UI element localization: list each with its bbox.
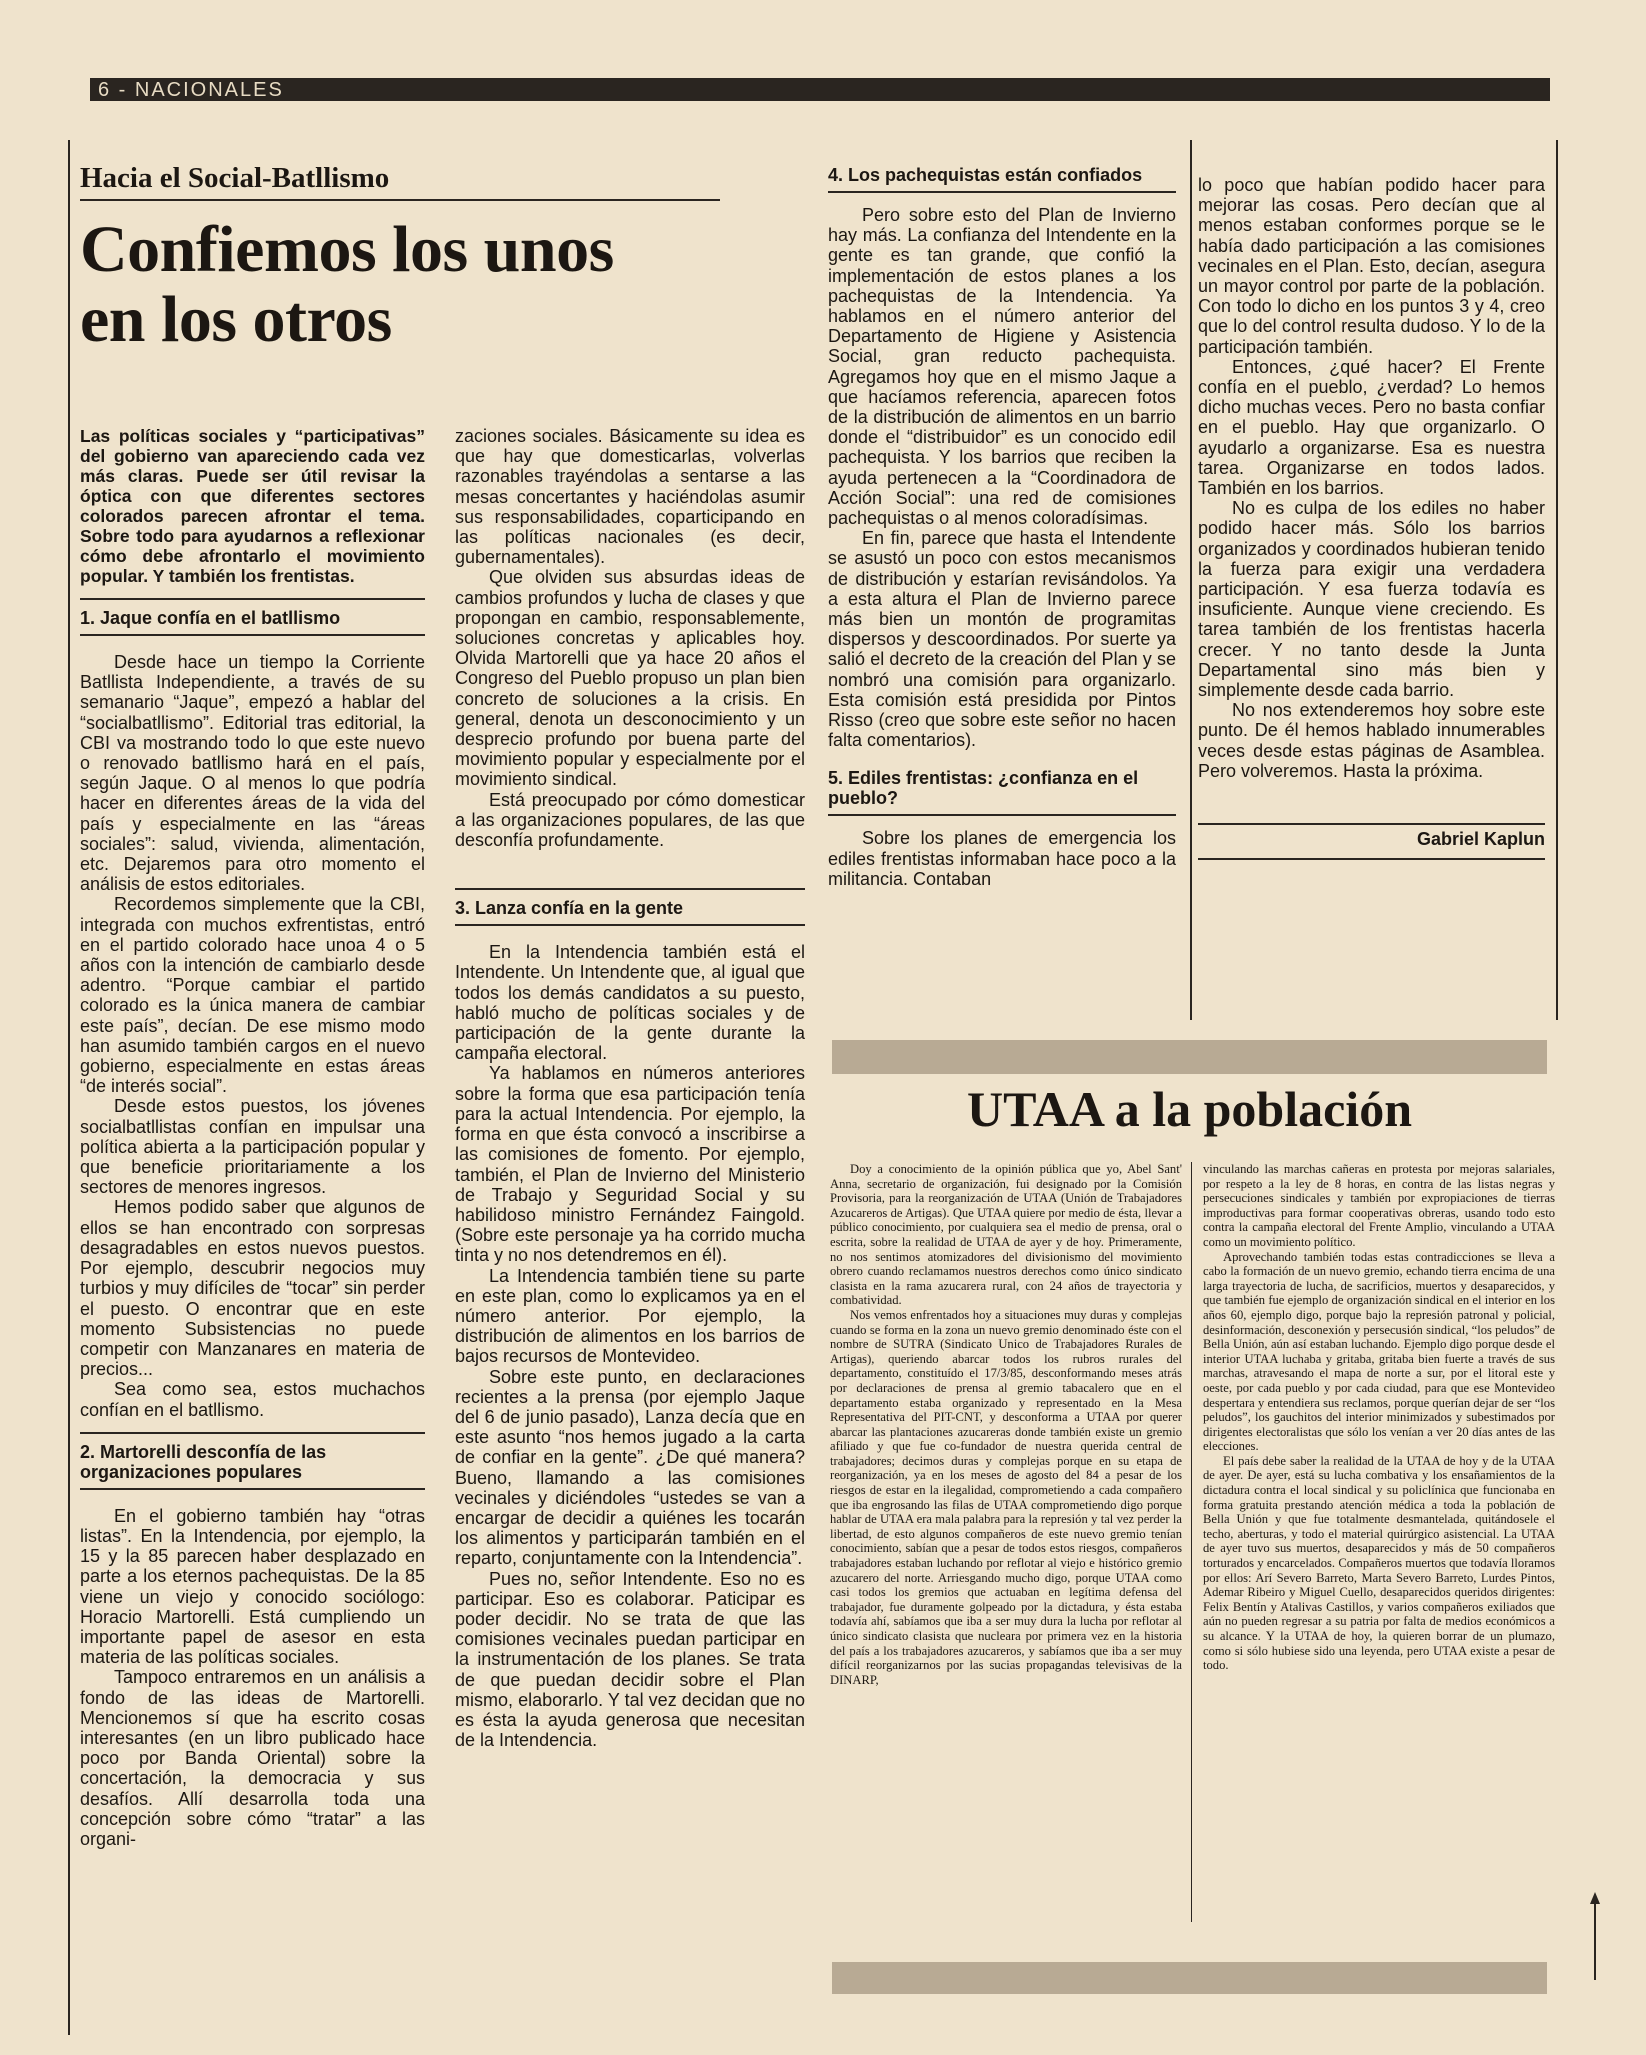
paragraph: Pero sobre esto del Plan de Invierno hay más. La confianza del Intendente en la gente es tan grande, que confió la implementación de estos planes a los pachequistas de la Intendencia. Ya hablamos en el número anterior del Departamento de Higiene y Asistencia Social, gran reducto pachequista. Agregamos hoy que en el mismo Jaque a que hacíamos referencia, aparecen fotos de la distribución de alimentos en un barrio donde el “distribuidor” es un conocido edil pachequista. Y los barrios que reciben la ayuda pertenecen a la “Coordinadora de Acción Social”: una red de comisiones pachequistas o al menos coloradísimas. [828,205,1176,529]
paragraph: vinculando las marchas cañeras en protesta por mejoras salariales, por respeto a la ley de 8 horas, en contra de las listas negras y persecuciones sindicales y también por expropiaciones de tierras improductivas para formar cooperativas obreras, usando todo esto contra la campaña electoral del Frente Amplio, vinculando a UTAA como un movimiento político. [1203,1162,1555,1249]
arrow-up-icon [1592,1892,1598,1980]
paragraph: Aprovechando también todas estas contradicciones se lleva a cabo la formación de un nuevo gremio, echando tierra encima de una larga trayectoria de lucha, de sacrificios, muertos y desaparecidos, y que también fue ejemplo de organización sindical en el interior en los años 60, ejemplo digo, porque bajo la represión patronal y policial, desinformación, desconexión y persecusión sindical, “los peludos” de Bella Unión, aún así estaban luchando. Ejemplo digo porque desde el interior UTAA luchaba y gritaba, gritaba bien fuerte a través de sus marchas, atravesando el mapa de norte a sur, por el litoral este y oeste, por cada pueblo y por cada ciudad, para que ese Montevideo despertara y entendiera sus reclamos, porque querían dejar de ser “los peludos”, los gauchitos del interior minimizados y subestimados por dirigentes electoralistas que sólo los venían a ver 20 días antes de las elecciones. [1203,1249,1555,1454]
paragraph: Doy a conocimiento de la opinión pública que yo, Abel Sant' Anna, secretario de organización, fui designado por la Comisión Provisoria, para la reorganización de UTAA (Unión de Trabajadores Azucareros de Artigas). Que UTAA quiere por medio de ésta, llevar a público conocimiento, por cualquiera sea el medio de prensa, oral o escrita, sobre la realidad de UTAA de ayer y de hoy. Primeramente, no nos sentimos atomizadores del divisionismo del movimiento obrero cuando reclamamos nuestros derechos como único sindicato clasista en la rama azucarera rural, con 24 años de trayectoria y combatividad. [830,1162,1182,1308]
utaa-column-2 [1203,1162,1555,1673]
section-5-title: 5. Ediles frentistas: ¿confianza en el pueblo? [828,768,1139,809]
paragraph: No es culpa de los ediles no haber podido hacer más. Sólo los barrios organizados y coordinados hubieran tenido la fuerza para exigir una verdadera participación. Y esa fuerza todavía es insuficiente. Aunque viene creciendo. Es tarea también de los frentistas hacerla crecer. Y no tanto desde la Junta Departamental sino más bien y simplemente desde cada barrio. [1198,498,1545,701]
section-5-body [828,828,1176,889]
headline-line-2: en los otros [80,283,392,356]
paragraph: Tampoco entraremos en un análisis a fondo de las ideas de Martorelli. Mencionemos sí que ha escrito cosas interesantes (en un libro publicado hace poco por Banda Oriental) sobre la concertación, la democracia y sus desafíos. Allí desarrolla toda una concepción sobre cómo “tratar” a las organi- [80,1667,425,1849]
paragraph: Que olviden sus absurdas ideas de cambios profundos y lucha de clases y que propongan en cambio, responsablemente, soluciones concretas y aplicables hoy. Olvida Martorelli que ya hace 20 años el Congreso del Pueblo propuso un plan bien concreto de soluciones a la crisis. En general, denota un desconocimiento y un desprecio profundo por buena parte del movimiento popular y especialmente por el movimiento sindical. [455,567,805,790]
paragraph: En la Intendencia también está el Intendente. Un Intendente que, al igual que todos los demás candidatos a su puesto, habló mucho de políticas sociales y de participación de la gente durante la campaña electoral. [455,942,805,1064]
paragraph: Sea como sea, estos muchachos confían en el batllismo. [80,1379,425,1420]
rule [455,888,805,890]
paragraph: Sobre este punto, en declaraciones recientes a la prensa (por ejemplo Jaque del 6 de junio pasado), Lanza decía que en este asunto “nos hemos jugado a la carta de confiar en la gente”. ¿De qué manera? Bueno, llamando a las comisiones vecinales y diciéndoles “ustedes se van a encargar de decidir a quiénes les tocarán los alimentos y participarán también en el reparto, conjuntamente con la Intendencia”. [455,1366,805,1569]
section-4-body [828,205,1176,750]
paragraph: Ya hablamos en números anteriores sobre la forma que esa participación tenía para la actual Intendencia. Por ejemplo, la forma en que ésta convocó a inscribirse a las comisiones de fomento. Por ejemplo, también, el Plan de Invierno del Ministerio de Trabajo y Seguridad Social y su habilidoso ministro Fernández Faingold. (Sobre este personaje ya ha corrido mucha tinta y no nos detendremos en él). [455,1063,805,1266]
headline-line-1: Confiemos los unos [80,213,614,286]
paragraph: Hemos podido saber que algunos de ellos se han encontrado con sorpresas desagradables en estos nuevos puestos. Por ejemplo, descubrir negocios muy turbios y muy difíciles de “tocar” sin perder el puesto. O encontrar que en este momento Subsistencias no puede competir con Manzanares en materia de precios... [80,1197,425,1380]
column-2 [455,426,805,1750]
section-2-title: 2. Martorelli desconfía de las organizaciones populares [80,1441,327,1482]
rule [828,814,1176,816]
utaa-headline: UTAA a la población [967,1081,1412,1137]
section-4-title: 4. Los pachequistas están confiados [828,165,1143,185]
paragraph: Sobre los planes de emergencia los ediles frentistas informaban hace poco a la militancia. Contaban [828,828,1176,889]
paragraph: Pues no, señor Intendente. Eso no es participar. Eso es colaborar. Paticipar es poder decidir. No se trata de que las comisiones vecinales puedan participar en la instrumentación de los planes. Se trata de que puedan decidir sobre el Plan mismo, elaborarlo. Y tal vez decidan que no es ésta la ayuda generosa que necesitan de la Intendencia. [455,1568,805,1751]
rule [80,634,425,636]
section-3-title: 3. Lanza confía en la gente [455,898,684,919]
column-4 [1198,175,1545,860]
column-1 [80,426,425,1849]
rule [455,924,805,926]
rule [1198,823,1545,825]
paragraph: zaciones sociales. Básicamente su idea es que hay que domesticarlas, volverlas razonables trayéndolas a sentarse a las mesas concertantes y haciéndolas asumir sus responsabilidades, coparticipando en las políticas nacionales (es decir, gubernamentales). [455,426,805,568]
column-2-body [455,426,805,850]
right-margin-rule [1556,140,1558,1020]
paragraph: El país debe saber la realidad de la UTAA de hoy y de la UTAA de ayer. De ayer, está su lucha combativa y los ensañamientos de la dictadura contra el local sindical y su policlínica que funcionaba en forma gratuita prestando atención médica a toda la población de Bella Unión y que fue totalmente desmantelada, quitándosele el techo, aberturas, y todo el material quirúrgico asistencial. La UTAA de ayer tuvo sus muertos, desaparecidos y más de 50 compañeros torturados y encarcelados. Compañeros muertos que todavía lloramos por ellos: Arí Severo Barreto, Marta Severo Barreto, Lurdes Pintos, Ademar Ribeiro y Miguel Cuello, desaparecidos queridos dirigentes: Felix Bentín y Atalivas Castillos, y varios compañeros exiliados que aún no pueden regresar a su patria por falta de medios económicos a su alcance. Y la UTAA de hoy, la quieren borrar de un plumazo, como si sólo hubiese sido una leyenda, pero UTAA existe a pesar de todo. [1203,1453,1555,1673]
utaa-column-1 [830,1162,1182,1687]
section-1-body [80,652,425,1420]
utaa-top-bar [832,1040,1547,1074]
paragraph: Entonces, ¿qué hacer? El Frente confía en el pueblo, ¿verdad? Lo hemos dicho muchas veces. Pero no basta confiar en el pueblo. Hay que organizarlo. O ayudarlo a organizarse. Esa es nuestra tarea. Organizarse en todos lados. También en los barrios. [1198,356,1545,499]
article-headline [80,215,780,355]
rule [828,191,1176,193]
column-3 [828,165,1176,889]
section-label: 6 - NACIONALES [98,79,284,101]
byline: Gabriel Kaplun [1416,829,1545,850]
left-margin-rule [68,140,70,2035]
paragraph: No nos extenderemos hoy sobre este punto. De él hemos hablado innumerables veces desde estas páginas de Asamblea. Pero volveremos. Hasta la próxima. [1198,700,1545,781]
article-kicker: Hacia el Social-Batllismo [80,162,390,194]
kicker-rule [80,199,720,201]
paragraph: En el gobierno también hay “otras listas”. En la Intendencia, por ejemplo, la 15 y la 85 parecen haber desplazado en parte a los eternos pachequistas. De la 85 viene un viejo y conocido sociólogo: Horacio Martorelli. Está cumpliendo un importante papel de asesor en esta materia de las políticas sociales. [80,1505,425,1668]
column-4-body [1198,175,1545,781]
paragraph: En fin, parece que hasta el Intendente se asustó un poco con estos mecanismos de distribución y estarían revisándolos. Ya a esta altura el Plan de Invierno parece más bien un montón de programitas dispersos y descoordinados. Por suerte ya salió el decreto de la creación del Plan y se nombró una comisión para organizarlo. Esta comisión está presidida por Pintos Risso (creo que sobre este señor no hacen falta comentarios). [828,528,1176,751]
paragraph: Está preocupado por cómo domesticar a las organizaciones populares, de las que desconfía profundamente. [455,789,805,851]
section-header-bar [90,78,1550,101]
paragraph: Recordemos simplemente que la CBI, integrada con muchos exfrentistas, entró en el partido colorado hace unoa 4 o 5 años con la intención de cambiarlo desde adentro. “Porque cambiar el partido colorado es la única manera de cambiar este país”, decían. De ese mismo modo han asumido también cargos en el nuevo gobierno, especialmente en estas áreas “de interés social”. [80,894,425,1097]
rule [80,1488,425,1490]
paragraph: lo poco que habían podido hacer para mejorar las cosas. Pero decían que al menos estaban conformes porque se le había dado participación a las comisiones vecinales en el Plan. Esto, decían, asegura un mayor control por parte de la población. Con todo lo dicho en los puntos 3 y 4, creo que lo del control resulta dudoso. Y lo de la participación también. [1198,175,1545,357]
section-2-body [80,1506,425,1849]
paragraph: La Intendencia también tiene su parte en este plan, como lo explicamos ya en el número anterior. Por ejemplo, la distribución de alimentos en los barrios de bajos recursos de Montevideo. [455,1265,805,1367]
utaa-bottom-bar [832,1962,1547,1994]
paragraph: Nos vemos enfrentados hoy a situaciones muy duras y complejas cuando se forma en la zona un nuevo gremio denominado éste con el nombre de SUTRA (Sindicato Unico de Trabajadores Rurales de Artigas), queriendo abarcar todos los rubros rurales del departamento, constituído el 17/3/85, desconformando meses atrás por declaraciones de prensa al gremio tabacalero que en el departamento estaba organizado y representado en la Mesa Representativa del PIT-CNT, y desconforma a UTAA por querer abarcar las plantaciones azucareras donde también existe un gremio afiliado y que fue co-fundador de nuestra querida central de trabajadores; decimos duras y complejas porque en su etapa de reorganización, ya en los meses de agosto del 84 a pesar de los riesgos de estar en la ilegalidad, comprometiendo a cada compañero que iba engrosando las filas de UTAA comprometiendo digo porque hablar de UTAA era mala palabra para la represión y tal vez perder la libertad, de esto algunos compañeros de este nuevo gremio tenían conocimiento, sabían que a pesar de todos estos riesgos, compañeros trabajadores estaban luchando por reflotar al viejo e histórico gremio azucarero del norte. Arriesgando mucho digo, porque UTAA como casi todos los gremios que actuaban en legítima defensa del trabajador, fue duramente golpeado por la dictadura, y ésta estaba todavía ahí, sabíamos que iba a ser muy dura la lucha por reflotar al único sindicato clasista que nucleara por primera vez en la historia del país a los trabajadores azucareros, y sabíamos que iba a ser muy difícil reorganizarnos por las sucias propagandas televisivas de la DINARP, [830,1307,1182,1687]
rule [80,598,425,600]
utaa-column-rule [1191,1162,1192,1922]
paragraph: Desde estos puestos, los jóvenes socialbatllistas confían en impulsar una política abierta a la participación popular y que beneficie prioritariamente a los sectores de menores ingresos. [80,1096,425,1198]
paragraph: Desde hace un tiempo la Corriente Batllista Independiente, a través de su semanario “Jaque”, empezó a hablar del “socialbatllismo”. Editorial tras editorial, la CBI va mostrando todo lo que este nuevo o renovado batllismo hará en el país, según Jaque. O al menos lo que podría hacer en diferentes áreas de la vida del país y especialmente en las “áreas sociales”: salud, vivienda, alimentación, etc. Dejaremos para otro momento el análisis de estos editoriales. [80,652,425,895]
rule [1198,858,1545,860]
rule [80,1432,425,1434]
section-3-body [455,942,805,1750]
article-lede: Las políticas sociales y “participativas” del gobierno van apareciendo cada vez más claras. Puede ser útil revisar la óptica con que diferentes sectores colorados parecen afrontar el tema. Sobre todo para ayudarnos a reflexionar cómo debe afrontarlo el movimiento popular. Y también los frentistas. [80,426,425,586]
column-rule-3-4 [1190,140,1192,1020]
section-1-title: 1. Jaque confía en el batllismo [80,608,341,628]
